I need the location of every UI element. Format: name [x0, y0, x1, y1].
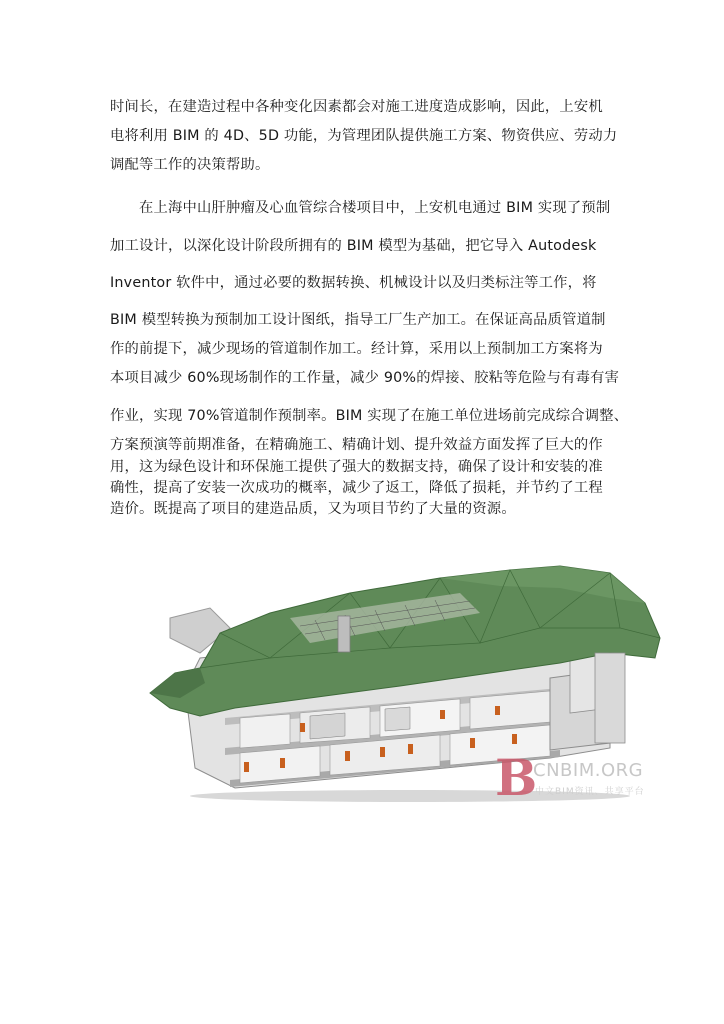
paragraph-line: 调配等工作的决策帮助。: [110, 157, 270, 173]
paragraph-line: 时间长，在建造过程中各种变化因素都会对施工进度造成影响，因此，上安机: [110, 99, 603, 115]
paragraph-line: 加工设计，以深化设计阶段所拥有的 BIM 模型为基础，把它导入 Autodesk: [110, 238, 597, 254]
watermark-site: CNBIM.ORG: [533, 760, 644, 781]
paragraph-line: 作的前提下，减少现场的管道制作加工。经计算，采用以上预制加工方案将为: [110, 341, 603, 357]
paragraph-line: 用，这为绿色设计和环保施工提供了强大的数据支持，确保了设计和安装的准: [110, 459, 603, 475]
watermark-tagline: 中文BIM资讯、共享平台: [535, 787, 645, 797]
watermark-letter: B: [495, 748, 538, 807]
paragraph-line: 电将利用 BIM 的 4D、5D 功能，为管理团队提供施工方案、物资供应、劳动力: [110, 128, 618, 144]
paragraph-line: 在上海中山肝肿瘤及心血管综合楼项目中，上安机电通过 BIM 实现了预制: [110, 200, 611, 216]
watermark-logo: [495, 748, 665, 807]
paragraph-line: 本项目减少 60%现场制作的工作量，减少 90%的焊接、胶粘等危险与有毒有害: [110, 370, 620, 386]
paragraph-line: 确性，提高了安装一次成功的概率，减少了返工，降低了损耗，并节约了工程: [110, 480, 603, 496]
paragraph-line: 作业，实现 70%管道制作预制率。BIM 实现了在施工单位进场前完成综合调整、: [110, 408, 629, 424]
paragraph-line: BIM 模型转换为预制加工设计图纸，指导工厂生产加工。在保证高品质管道制: [110, 312, 606, 328]
paragraph-line: 造价。既提高了项目的建造品质，又为项目节约了大量的资源。: [110, 501, 516, 517]
paragraph-line: 方案预演等前期准备，在精确施工、精确计划、提升效益方面发挥了巨大的作: [110, 437, 603, 453]
paragraph-line: Inventor 软件中，通过必要的数据转换、机械设计以及归类标注等工作，将: [110, 275, 597, 291]
